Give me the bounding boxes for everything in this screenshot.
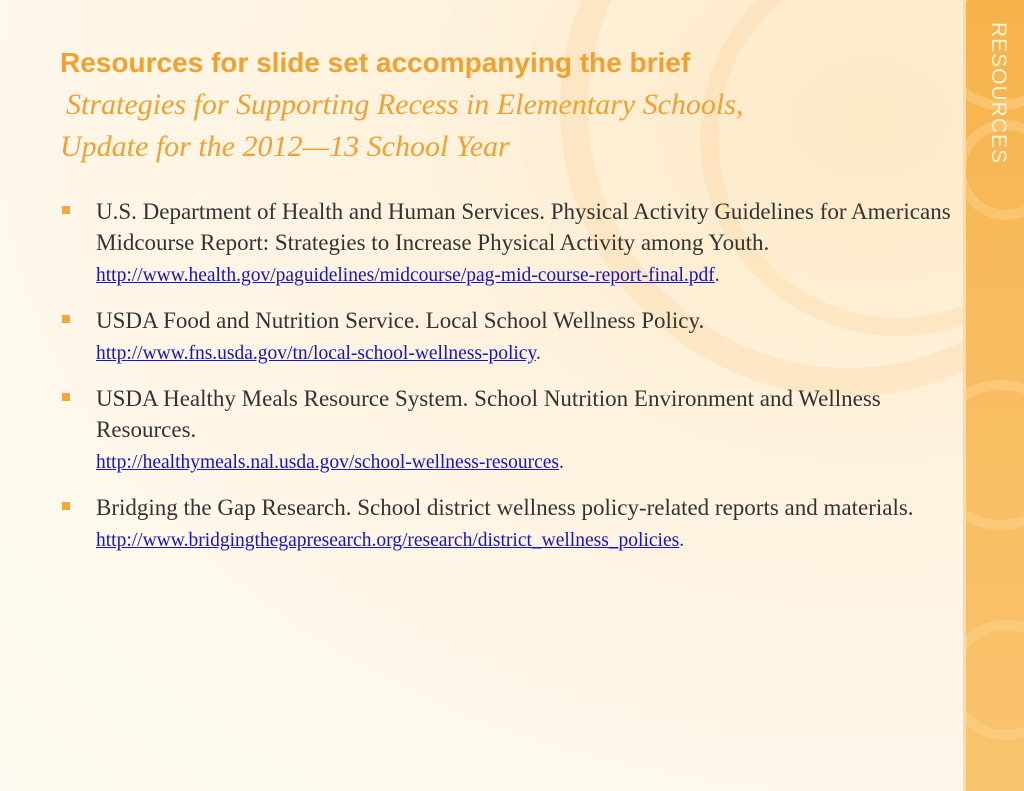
section-sidebar	[963, 0, 1024, 791]
reference-item	[60, 383, 960, 478]
reference-text: USDA Food and Nutrition Service. Local School Wellness Policy.	[96, 308, 705, 333]
reference-link-row	[96, 336, 960, 369]
bullet-icon	[62, 393, 70, 401]
reference-item	[60, 305, 960, 369]
reference-text: Bridging the Gap Research. School district wellness policy-related reports and materials.	[96, 495, 914, 520]
title-line-2: Strategies for Supporting Recess in Elementary Schools,	[66, 88, 744, 121]
section-label: RESOURCES	[987, 22, 1010, 165]
reference-link-row	[96, 523, 960, 556]
reference-list	[60, 196, 960, 570]
reference-item	[60, 196, 960, 291]
reference-link[interactable]: http://www.bridgingthegapresearch.org/research/district_wellness_policies	[96, 530, 680, 551]
reference-item	[60, 492, 960, 556]
bullet-icon	[62, 206, 70, 214]
reference-link[interactable]: http://www.health.gov/paguidelines/midcourse/pag-mid-course-report-final.pdf	[96, 265, 715, 286]
sidebar-decoration	[963, 620, 1024, 740]
slide-title	[60, 42, 960, 168]
link-period: .	[679, 530, 685, 551]
reference-link[interactable]: http://www.fns.usda.gov/tn/local-school-wellness-policy	[96, 343, 536, 364]
reference-text: U.S. Department of Health and Human Services. Physical Activity Guidelines for Americans Midcourse Report: Strategies to Increase Physical Activity among Youth.	[96, 199, 951, 255]
reference-text: USDA Healthy Meals Resource System. School Nutrition Environment and Wellness Resources.	[96, 386, 881, 442]
link-period: .	[559, 452, 564, 473]
title-line-3: Update for the 2012—13 School Year	[60, 130, 510, 163]
reference-link-row	[96, 445, 960, 478]
reference-link-row	[96, 258, 960, 291]
bullet-icon	[62, 502, 70, 510]
link-period: .	[714, 265, 720, 286]
link-period: .	[535, 343, 541, 364]
reference-link[interactable]: http://healthymeals.nal.usda.gov/school-wellness-resources	[96, 452, 560, 473]
title-line-1: Resources for slide set accompanying the brief	[60, 47, 691, 78]
sidebar-decoration	[963, 380, 1024, 530]
bullet-icon	[62, 315, 70, 323]
